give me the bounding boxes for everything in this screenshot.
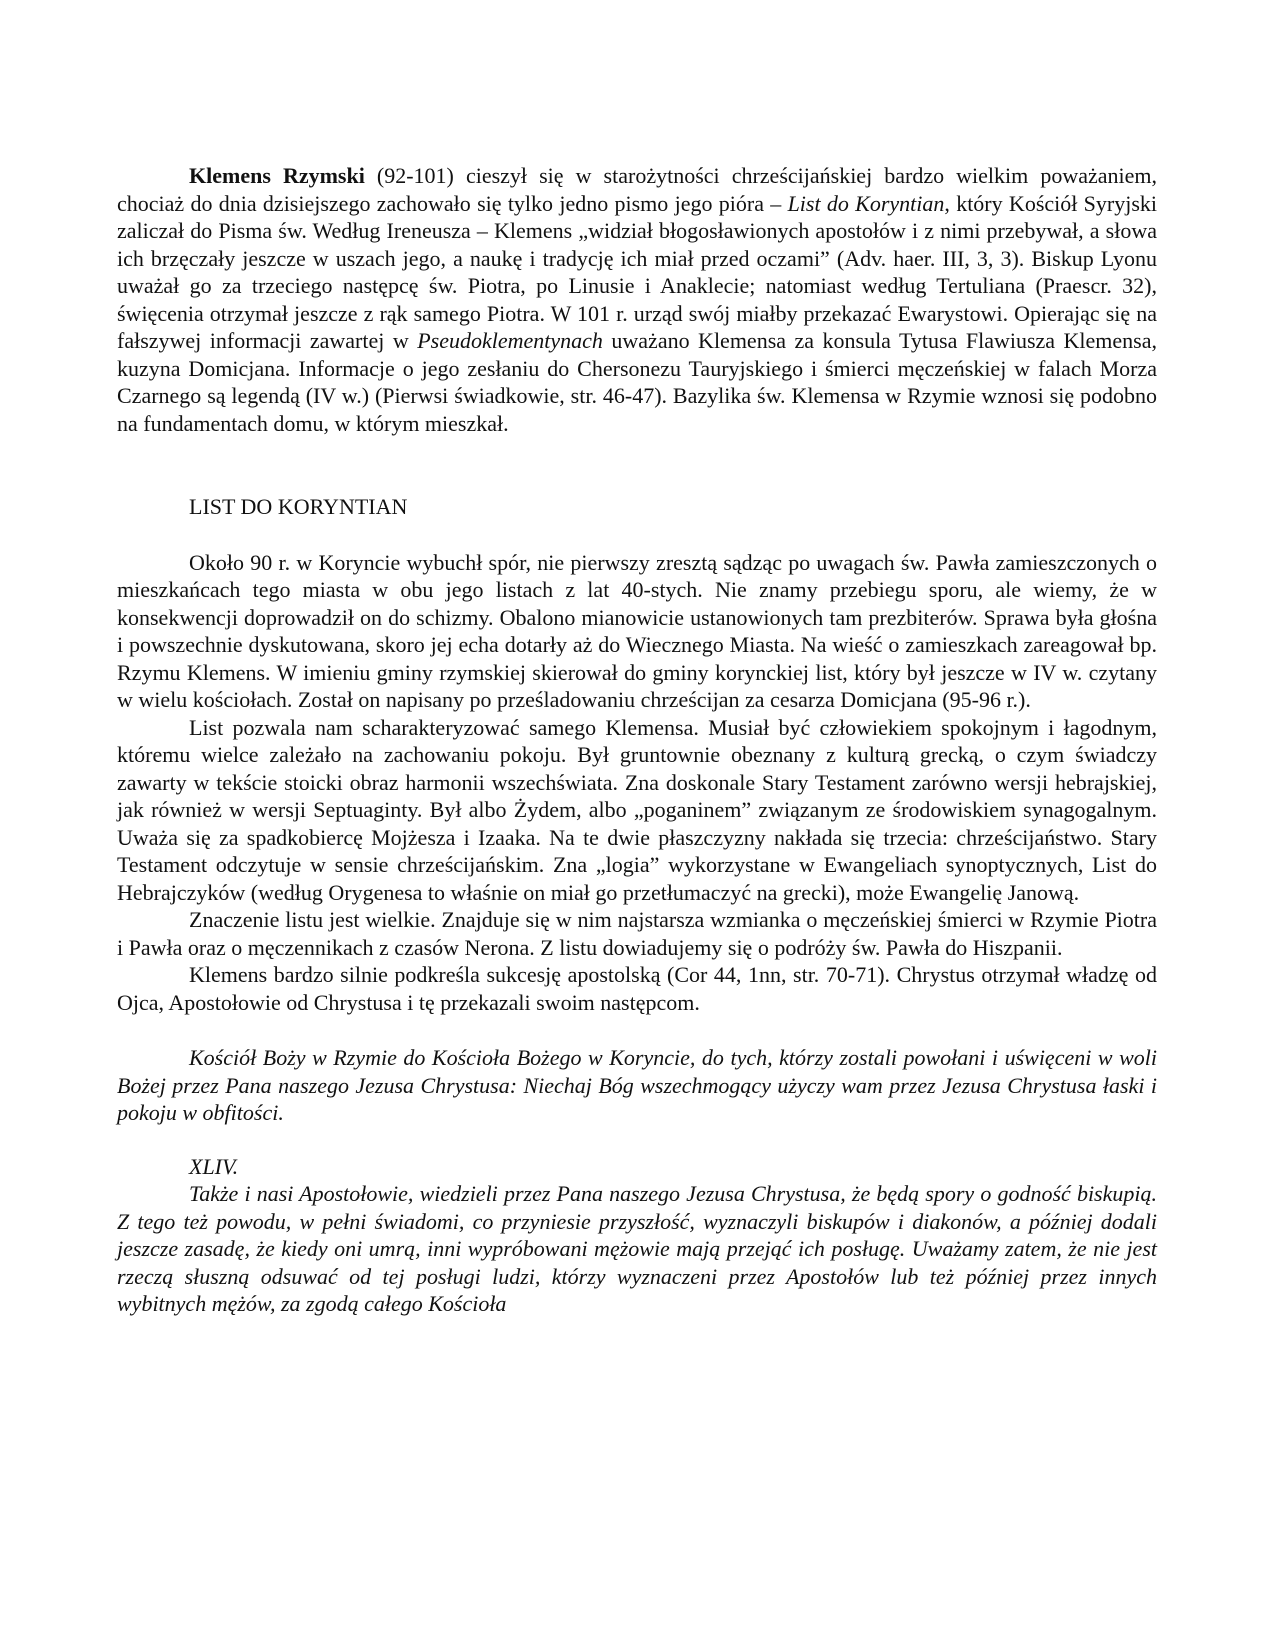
bio-text-3: uważano Klemensa za konsula Tytusa Flawiusza Klemensa, kuzyna Domicjana. Informacje o jego zesłaniu do Chersonezu Tauryjskiego i śmierci męczeńskiej w falach Morza Czarnego są legendą (IV w.) (Pierwsi świadkowie, str. 46-47). Bazylika św. Klemensa w Rzymie wznosi się podobno na fundamentach domu, w którym mieszkał.	[117, 328, 1157, 436]
quote-text: Także i nasi Apostołowie, wiedzieli przez Pana naszego Jezusa Chrystusa, że będą spory o godność biskupią. Z tego też powodu, w pełni świadomi, co przyniesie przyszłość, wyznaczyli biskupów i diakonów, a później dodali jeszcze zasadę, że kiedy oni umrą, inni wypróbowani mężowie mają przejąć ich posługę. Uważamy zatem, że nie jest rzeczą słuszną odsuwać od tej posługi ludzi, którzy wyznaczeni przez Apostołów lub też później przez innych wybitnych mężów, za zgodą całego Kościoła	[117, 1181, 1157, 1316]
bio-text-2: , który Kościół Syryjski zaliczał do Pisma św. Według Ireneusza – Klemens „widział błogosławionych apostołów i z nimi przebywał, a słowa ich brzęczały jeszcze w uszach jego, a naukę i tradycję ich miał przed oczami” (Adv. haer. III, 3, 3). Biskup Lyonu uważał go za trzeciego następcę św. Piotra, po Linusie i Anaklecie; natomiast według Tertuliana (Praescr. 32), święcenia otrzymał jeszcze z rąk samego Piotra. W 101 r. urząd swój miałby przekazać Ewarystowi. Opierając się na fałszywej informacji zawartej w	[117, 190, 1158, 353]
paragraph-1: Około 90 r. w Koryncie wybuchł spór, nie pierwszy zresztą sądząc po uwagach św. Pawła zamieszczonych o mieszkańcach tego miasta w obu jego listach z lat 40-stych. Nie znamy przebiegu sporu, ale wiemy, że w konsekwencji doprowadził on do schizmy. Obalono mianowicie ustanowionych tam prezbiterów. Sprawa była głośna i powszechnie dyskutowana, skoro jej echa dotarły aż do Wiecznego Miasta. Na wieść o zamieszkach zareagował bp. Rzymu Klemens. W imieniu gminy rzymskiej skierował do gminy korynckiej list, który był jeszcze w IV w. czytany w wielu kościołach. Został on napisany po prześladowaniu chrześcijan za cesarza Domicjana (95-96 r.).	[117, 549, 1157, 712]
bio-source-italic: Pseudoklementynach	[417, 328, 603, 353]
quote-greeting: Kościół Boży w Rzymie do Kościoła Bożego w Koryncie, do tych, którzy zostali powołani i uświęceni w woli Bożej przez Pana naszego Jezusa Chrystusa: Niechaj Bóg wszechmogący użyczy wam przez Jezusa Chrystusa łaski i pokoju w obfitości.	[117, 1045, 1157, 1125]
author-name: Klemens Rzymski	[189, 163, 365, 188]
bio-paragraph	[117, 162, 1157, 437]
paragraph-2: List pozwala nam scharakteryzować samego Klemensa. Musiał być człowiekiem spokojnym i łagodnym, któremu wielce zależało na zachowaniu pokoju. Był gruntownie obeznany z kulturą grecką, o czym świadczy zawarty w tekście stoicki obraz harmonii wszechświata. Zna doskonale Stary Testament zarówno wersji hebrajskiej, jak również w wersji Septuaginty. Był albo Żydem, albo „poganinem” związanym ze środowiskiem synagogalnym. Uważa się za spadkobiercę Mojżesza i Izaaka. Na te dwie płaszczyzny nakłada się trzecia: chrześcijaństwo. Stary Testament odczytuje w sensie chrześcijańskim. Zna „logia” wykorzystane w Ewangeliach synoptycznych, List do Hebrajczyków (według Orygenesa to właśnie on miał go przetłumaczyć na grecki), może Ewangelię Janową.	[117, 714, 1157, 905]
document-page	[117, 162, 1157, 1318]
section-heading: LIST DO KORYNTIAN	[189, 494, 408, 519]
paragraph-3: Znaczenie listu jest wielkie. Znajduje się w nim najstarsza wzmianka o męczeńskiej śmierci w Rzymie Piotra i Pawła oraz o męczennikach z czasów Nerona. Z listu dowiadujemy się o podróży św. Pawła do Hiszpanii.	[117, 907, 1157, 960]
bio-text-1: (92-101) cieszył się w starożytności chrześcijańskiej bardzo wielkim poważaniem, chociaż do dnia dzisiejszego zachowało się tylko jedno pismo jego pióra –	[117, 163, 1157, 216]
paragraph-4: Klemens bardzo silnie podkreśla sukcesję apostolską (Cor 44, 1nn, str. 70-71). Chrystus otrzymał władzę od Ojca, Apostołowie od Chrystusa i tę przekazali swoim następcom.	[117, 962, 1157, 1015]
quote-chapter: XLIV.	[189, 1153, 239, 1179]
bio-title-italic: List do Koryntian	[787, 190, 945, 216]
